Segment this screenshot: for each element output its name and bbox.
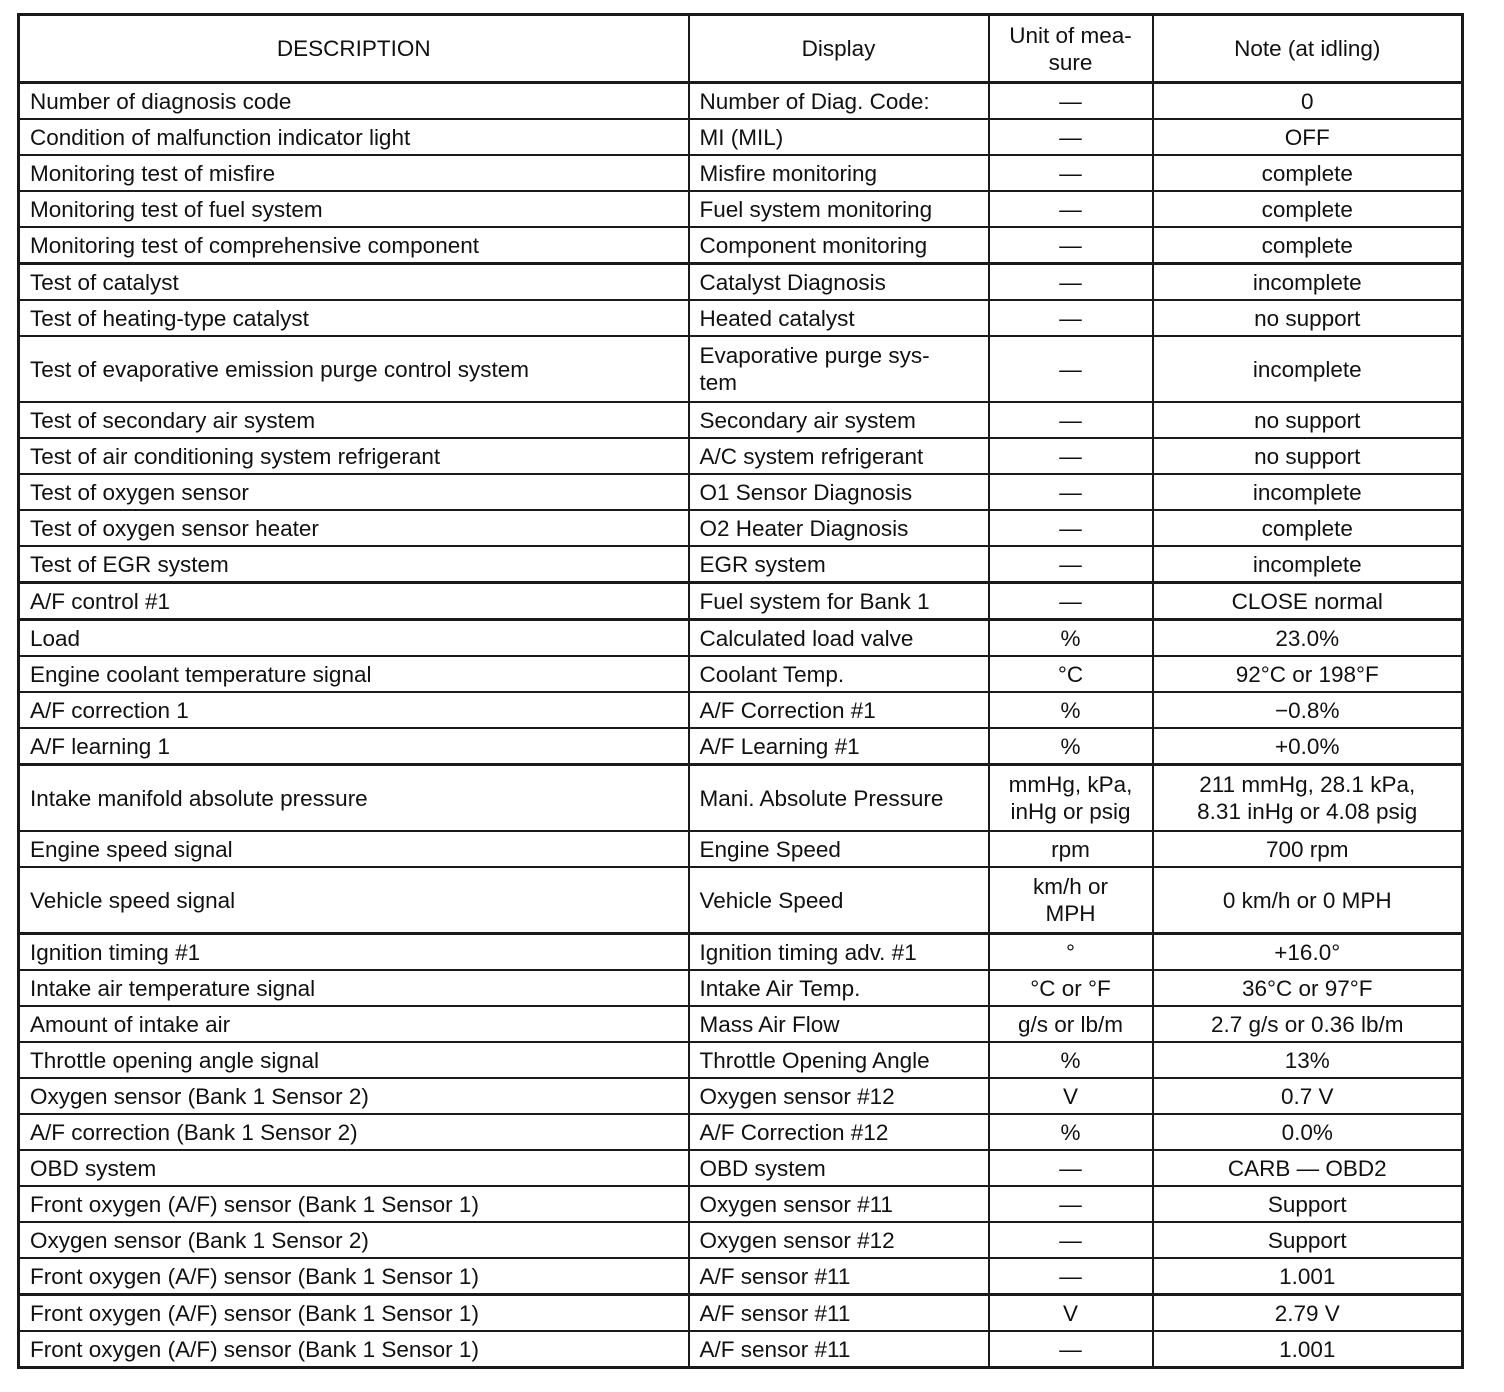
cell-unit: °: [989, 934, 1153, 971]
cell-description: Oxygen sensor (Bank 1 Sensor 2): [19, 1078, 689, 1114]
cell-display: A/F Learning #1: [689, 728, 989, 765]
table-row: [19, 264, 1463, 301]
cell-note: −0.8%: [1153, 692, 1463, 728]
cell-unit: —: [989, 583, 1153, 620]
cell-unit: °C: [989, 656, 1153, 692]
cell-unit: %: [989, 692, 1153, 728]
cell-unit: °C or °F: [989, 970, 1153, 1006]
cell-description: Test of secondary air system: [19, 402, 689, 438]
header-description: DESCRIPTION: [19, 15, 689, 83]
cell-description: Front oxygen (A/F) sensor (Bank 1 Sensor 1): [19, 1186, 689, 1222]
cell-note: 700 rpm: [1153, 831, 1463, 867]
cell-display: Fuel system for Bank 1: [689, 583, 989, 620]
table-row: [19, 728, 1463, 765]
cell-display: Coolant Temp.: [689, 656, 989, 692]
cell-unit: —: [989, 300, 1153, 336]
cell-note: 0.7 V: [1153, 1078, 1463, 1114]
cell-unit: —: [989, 264, 1153, 301]
cell-display: A/F Correction #1: [689, 692, 989, 728]
table-row: [19, 336, 1463, 402]
header-row: [19, 15, 1463, 83]
table-row: [19, 1331, 1463, 1368]
table-row: [19, 510, 1463, 546]
cell-description: Front oxygen (A/F) sensor (Bank 1 Sensor 1): [19, 1258, 689, 1295]
cell-unit: —: [989, 1331, 1153, 1368]
cell-display: Secondary air system: [689, 402, 989, 438]
cell-note: 0 km/h or 0 MPH: [1153, 867, 1463, 934]
cell-display: EGR system: [689, 546, 989, 583]
cell-note: incomplete: [1153, 336, 1463, 402]
table-body: [19, 83, 1463, 1368]
cell-note: 0: [1153, 83, 1463, 120]
cell-display: O2 Heater Diagnosis: [689, 510, 989, 546]
table-row: [19, 692, 1463, 728]
cell-display: Fuel system monitoring: [689, 191, 989, 227]
cell-display: Component monitoring: [689, 227, 989, 264]
cell-note: no support: [1153, 402, 1463, 438]
cell-note: 1.001: [1153, 1258, 1463, 1295]
table-row: [19, 656, 1463, 692]
cell-description: Test of air conditioning system refrigerant: [19, 438, 689, 474]
cell-display: A/C system refrigerant: [689, 438, 989, 474]
cell-note: Support: [1153, 1222, 1463, 1258]
cell-description: Test of oxygen sensor: [19, 474, 689, 510]
cell-display: Misfire monitoring: [689, 155, 989, 191]
cell-unit: —: [989, 1258, 1153, 1295]
cell-display: A/F sensor #11: [689, 1258, 989, 1295]
cell-description: Engine speed signal: [19, 831, 689, 867]
cell-unit: km/h or MPH: [989, 867, 1153, 934]
cell-description: A/F control #1: [19, 583, 689, 620]
table-row: [19, 867, 1463, 934]
cell-display: Mass Air Flow: [689, 1006, 989, 1042]
cell-note: Support: [1153, 1186, 1463, 1222]
cell-description: Monitoring test of fuel system: [19, 191, 689, 227]
cell-note: 23.0%: [1153, 620, 1463, 657]
cell-unit: —: [989, 1222, 1153, 1258]
cell-display: Evaporative purge sys- tem: [689, 336, 989, 402]
cell-unit: —: [989, 191, 1153, 227]
cell-display: A/F sensor #11: [689, 1331, 989, 1368]
cell-display: Mani. Absolute Pressure: [689, 765, 989, 832]
cell-unit: —: [989, 83, 1153, 120]
table-row: [19, 438, 1463, 474]
cell-description: Test of oxygen sensor heater: [19, 510, 689, 546]
cell-unit: —: [989, 1186, 1153, 1222]
cell-unit: mmHg, kPa, inHg or psig: [989, 765, 1153, 832]
cell-display: Number of Diag. Code:: [689, 83, 989, 120]
cell-description: Condition of malfunction indicator light: [19, 119, 689, 155]
cell-display: Intake Air Temp.: [689, 970, 989, 1006]
cell-description: Number of diagnosis code: [19, 83, 689, 120]
table-row: [19, 970, 1463, 1006]
cell-display: Vehicle Speed: [689, 867, 989, 934]
table-row: [19, 546, 1463, 583]
cell-unit: —: [989, 438, 1153, 474]
cell-note: complete: [1153, 191, 1463, 227]
obd-data-table: [17, 13, 1464, 1369]
cell-display: O1 Sensor Diagnosis: [689, 474, 989, 510]
cell-description: Monitoring test of comprehensive component: [19, 227, 689, 264]
table-row: [19, 1258, 1463, 1295]
cell-unit: V: [989, 1078, 1153, 1114]
table-row: [19, 191, 1463, 227]
cell-note: 13%: [1153, 1042, 1463, 1078]
table-row: [19, 765, 1463, 832]
cell-note: no support: [1153, 438, 1463, 474]
table-row: [19, 1295, 1463, 1332]
cell-description: Ignition timing #1: [19, 934, 689, 971]
cell-note: 1.001: [1153, 1331, 1463, 1368]
header-unit: Unit of mea- sure: [989, 15, 1153, 83]
cell-note: incomplete: [1153, 264, 1463, 301]
cell-unit: %: [989, 728, 1153, 765]
cell-display: OBD system: [689, 1150, 989, 1186]
cell-unit: —: [989, 546, 1153, 583]
cell-display: A/F Correction #12: [689, 1114, 989, 1150]
cell-note: 36°C or 97°F: [1153, 970, 1463, 1006]
cell-unit: —: [989, 336, 1153, 402]
table-row: [19, 119, 1463, 155]
table-row: [19, 155, 1463, 191]
cell-display: Oxygen sensor #11: [689, 1186, 989, 1222]
cell-display: Calculated load valve: [689, 620, 989, 657]
cell-unit: V: [989, 1295, 1153, 1332]
table-header: [19, 15, 1463, 83]
table-row: [19, 1042, 1463, 1078]
table-row: [19, 1150, 1463, 1186]
cell-display: Throttle Opening Angle: [689, 1042, 989, 1078]
cell-display: Ignition timing adv. #1: [689, 934, 989, 971]
cell-note: complete: [1153, 155, 1463, 191]
cell-note: 2.7 g/s or 0.36 lb/m: [1153, 1006, 1463, 1042]
cell-display: A/F sensor #11: [689, 1295, 989, 1332]
cell-description: Load: [19, 620, 689, 657]
cell-unit: rpm: [989, 831, 1153, 867]
cell-description: Test of catalyst: [19, 264, 689, 301]
cell-description: Front oxygen (A/F) sensor (Bank 1 Sensor 1): [19, 1331, 689, 1368]
cell-unit: g/s or lb/m: [989, 1006, 1153, 1042]
table-row: [19, 620, 1463, 657]
cell-note: complete: [1153, 227, 1463, 264]
cell-unit: %: [989, 1042, 1153, 1078]
cell-description: A/F learning 1: [19, 728, 689, 765]
table-row: [19, 402, 1463, 438]
header-note: Note (at idling): [1153, 15, 1463, 83]
cell-description: Engine coolant temperature signal: [19, 656, 689, 692]
cell-description: Intake air temperature signal: [19, 970, 689, 1006]
table-row: [19, 300, 1463, 336]
cell-unit: —: [989, 510, 1153, 546]
cell-unit: %: [989, 1114, 1153, 1150]
cell-unit: —: [989, 119, 1153, 155]
cell-display: Engine Speed: [689, 831, 989, 867]
table-row: [19, 1078, 1463, 1114]
cell-note: +16.0°: [1153, 934, 1463, 971]
cell-description: Amount of intake air: [19, 1006, 689, 1042]
cell-description: Monitoring test of misfire: [19, 155, 689, 191]
cell-description: Vehicle speed signal: [19, 867, 689, 934]
cell-note: 211 mmHg, 28.1 kPa, 8.31 inHg or 4.08 psig: [1153, 765, 1463, 832]
cell-description: Test of heating-type catalyst: [19, 300, 689, 336]
cell-note: incomplete: [1153, 474, 1463, 510]
cell-unit: —: [989, 474, 1153, 510]
cell-unit: —: [989, 155, 1153, 191]
cell-display: Oxygen sensor #12: [689, 1078, 989, 1114]
cell-note: no support: [1153, 300, 1463, 336]
cell-unit: —: [989, 227, 1153, 264]
cell-display: Oxygen sensor #12: [689, 1222, 989, 1258]
cell-unit: —: [989, 1150, 1153, 1186]
cell-note: CARB — OBD2: [1153, 1150, 1463, 1186]
cell-display: MI (MIL): [689, 119, 989, 155]
table-row: [19, 1114, 1463, 1150]
cell-description: OBD system: [19, 1150, 689, 1186]
table-row: [19, 1222, 1463, 1258]
table-row: [19, 934, 1463, 971]
table-row: [19, 1006, 1463, 1042]
cell-description: A/F correction 1: [19, 692, 689, 728]
cell-note: 2.79 V: [1153, 1295, 1463, 1332]
table-row: [19, 474, 1463, 510]
cell-note: 0.0%: [1153, 1114, 1463, 1150]
header-display: Display: [689, 15, 989, 83]
table-row: [19, 227, 1463, 264]
cell-note: CLOSE normal: [1153, 583, 1463, 620]
table-row: [19, 83, 1463, 120]
cell-unit: —: [989, 402, 1153, 438]
cell-description: Oxygen sensor (Bank 1 Sensor 2): [19, 1222, 689, 1258]
cell-note: OFF: [1153, 119, 1463, 155]
cell-description: Test of evaporative emission purge control system: [19, 336, 689, 402]
cell-description: A/F correction (Bank 1 Sensor 2): [19, 1114, 689, 1150]
table-row: [19, 831, 1463, 867]
cell-description: Throttle opening angle signal: [19, 1042, 689, 1078]
cell-description: Intake manifold absolute pressure: [19, 765, 689, 832]
table-row: [19, 583, 1463, 620]
cell-description: Test of EGR system: [19, 546, 689, 583]
cell-note: incomplete: [1153, 546, 1463, 583]
cell-note: 92°C or 198°F: [1153, 656, 1463, 692]
cell-unit: %: [989, 620, 1153, 657]
cell-note: complete: [1153, 510, 1463, 546]
cell-display: Heated catalyst: [689, 300, 989, 336]
cell-display: Catalyst Diagnosis: [689, 264, 989, 301]
cell-description: Front oxygen (A/F) sensor (Bank 1 Sensor 1): [19, 1295, 689, 1332]
cell-note: +0.0%: [1153, 728, 1463, 765]
table-row: [19, 1186, 1463, 1222]
